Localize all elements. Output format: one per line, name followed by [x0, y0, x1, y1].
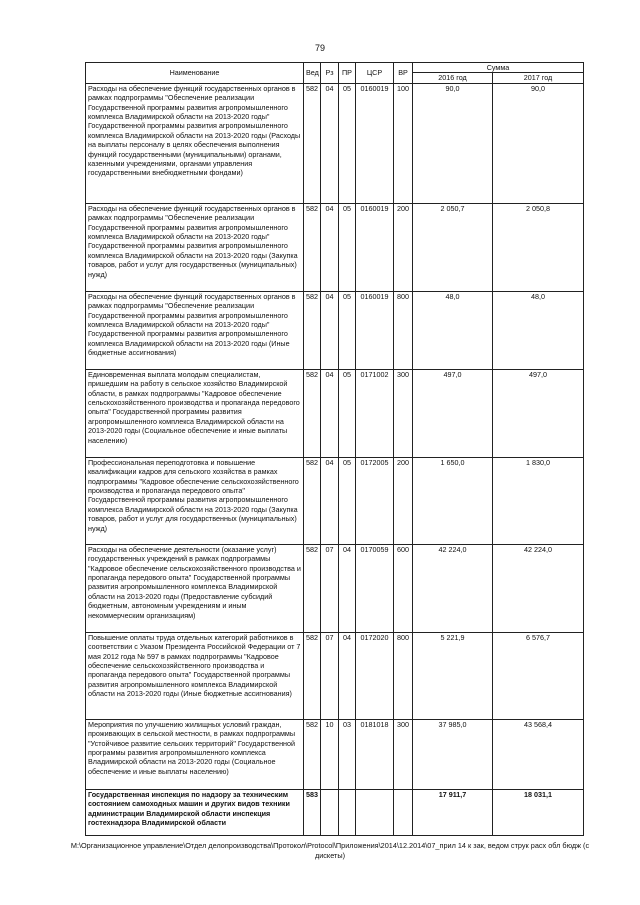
row-rz: [321, 789, 339, 835]
row-name: Мероприятия по улучшению жилищных условий граждан, проживающих в сельской местности, в рамках подпрограммы "Устойчивое развитие сельских территорий" Государственной программы развития агропромышленного комплекса Владимирской области на 2013-2020 годы (Социальное обеспечение и иные выплаты населению): [86, 719, 304, 789]
row-amount-2017: 90,0: [493, 83, 584, 203]
row-amount-2017: 43 568,4: [493, 719, 584, 789]
row-ved: 582: [304, 457, 321, 544]
table-row: [86, 83, 584, 203]
row-rz: 04: [321, 369, 339, 457]
budget-table: [85, 62, 584, 836]
row-amount-2016: 2 050,7: [413, 203, 493, 291]
row-name: Расходы на обеспечение функций государственных органов в рамках подпрограммы "Обеспечение реализации Государственной программы развития агропромышленного комплекса Владимирской области на 2013-2020 годы" Государственной программы развития агропромышленного комплекса Владимирской области на 2013-2020 годы (Расходы на выплаты персоналу в целях обеспечения выполнения функций государственными (муниципальными) органами, казенными учреждениями, органами управления государственными внебюджетными фондами): [86, 83, 304, 203]
row-csr: 0160019: [356, 83, 394, 203]
row-vr: 300: [394, 719, 413, 789]
row-amount-2017: 42 224,0: [493, 544, 584, 632]
file-path-footer: M:\Организационное управление\Отдел делопроизводства\Протокол\Protocol\Приложения\2014\12.2014\07_прил 14 к зак, ведом струк расх обл бюдж (с дискеты): [70, 841, 590, 860]
row-ved: 582: [304, 544, 321, 632]
row-amount-2017: 6 576,7: [493, 632, 584, 719]
row-ved: 583: [304, 789, 321, 835]
row-amount-2017: 18 031,1: [493, 789, 584, 835]
header-vr: ВР: [394, 63, 413, 84]
table-row: [86, 719, 584, 789]
row-rz: 10: [321, 719, 339, 789]
row-name: Расходы на обеспечение деятельности (оказание услуг) государственных учреждений в рамках подпрограммы "Кадровое обеспечение сельскохозяйственного производства и пропаганда передового опыта" Государственной программы развития агропромышленного комплекса Владимирской области на 2013-2020 годы (Предоставление субсидий бюджетным, автономным учреждениям и иным некоммерческим организациям): [86, 544, 304, 632]
row-pr: 05: [339, 291, 356, 369]
row-ved: 582: [304, 203, 321, 291]
row-name: Повышение оплаты труда отдельных категорий работников в соответствии с Указом Президента Российской Федерации от 7 мая 2012 года № 597 в рамках подпрограммы "Кадровое обеспечение сельскохозяйственного производства и пропаганда передового опыта" Государственной программы развития агропромышленного комплекса Владимирской области на 2013-2020 годы (Иные бюджетные ассигнования): [86, 632, 304, 719]
row-vr: 100: [394, 83, 413, 203]
table-row: [86, 203, 584, 291]
row-pr: [339, 789, 356, 835]
row-rz: 07: [321, 632, 339, 719]
row-amount-2016: 90,0: [413, 83, 493, 203]
row-amount-2016: 1 650,0: [413, 457, 493, 544]
row-pr: 04: [339, 632, 356, 719]
row-csr: 0172020: [356, 632, 394, 719]
row-vr: 200: [394, 457, 413, 544]
row-name: Профессиональная переподготовка и повышение квалификации кадров для сельского хозяйства в рамках подпрограммы "Кадровое обеспечение сельскохозяйственного производства и пропаганда передового опыта" Государственной программы развития агропромышленного комплекса Владимирской области на 2013-2020 годы (Закупка товаров, работ и услуг для государственных (муниципальных) нужд): [86, 457, 304, 544]
row-csr: 0160019: [356, 291, 394, 369]
header-rz: Рз: [321, 63, 339, 84]
row-name: Расходы на обеспечение функций государственных органов в рамках подпрограммы "Обеспечение реализации Государственной программы развития агропромышленного комплекса Владимирской области на 2013-2020 годы" Государственной программы развития агропромышленного комплекса Владимирской области на 2013-2020 годы (Закупка товаров, работ и услуг для государственных (муниципальных) нужд): [86, 203, 304, 291]
table-body: [86, 83, 584, 835]
row-ved: 582: [304, 291, 321, 369]
row-rz: 04: [321, 203, 339, 291]
row-amount-2016: 17 911,7: [413, 789, 493, 835]
row-vr: 200: [394, 203, 413, 291]
row-pr: 03: [339, 719, 356, 789]
header-name: Наименование: [86, 63, 304, 84]
header-ved: Вед: [304, 63, 321, 84]
header-pr: ПР: [339, 63, 356, 84]
row-amount-2016: 48,0: [413, 291, 493, 369]
row-csr: 0170059: [356, 544, 394, 632]
row-vr: 300: [394, 369, 413, 457]
row-vr: 800: [394, 291, 413, 369]
row-vr: [394, 789, 413, 835]
header-csr: ЦСР: [356, 63, 394, 84]
row-rz: 04: [321, 457, 339, 544]
row-name: Единовременная выплата молодым специалистам, пришедшим на работу в сельское хозяйство Владимирской области, в рамках подпрограммы "Кадровое обеспечение сельскохозяйственного производства и пропаганда передового опыта" Государственной программы развития агропромышленного комплекса Владимирской области на 2013-2020 годы (Социальное обеспечение и иные выплаты населению): [86, 369, 304, 457]
row-name: Государственная инспекция по надзору за техническим состоянием самоходных машин и других видов техники администрации Владимирской области инспекция гостехнадзора Владимирской области: [86, 789, 304, 835]
row-pr: 05: [339, 457, 356, 544]
row-csr: 0172005: [356, 457, 394, 544]
row-pr: 04: [339, 544, 356, 632]
table-row: [86, 789, 584, 835]
row-ved: 582: [304, 632, 321, 719]
row-ved: 582: [304, 83, 321, 203]
table-row: [86, 632, 584, 719]
row-vr: 600: [394, 544, 413, 632]
table-row: [86, 369, 584, 457]
row-ved: 582: [304, 369, 321, 457]
row-amount-2016: 42 224,0: [413, 544, 493, 632]
table-row: [86, 457, 584, 544]
row-pr: 05: [339, 83, 356, 203]
row-amount-2017: 2 050,8: [493, 203, 584, 291]
row-csr: [356, 789, 394, 835]
row-rz: 04: [321, 83, 339, 203]
header-year-2017: 2017 год: [493, 73, 584, 83]
table-row: [86, 544, 584, 632]
row-csr: 0171002: [356, 369, 394, 457]
header-sum: Сумма: [413, 63, 584, 73]
row-csr: 0160019: [356, 203, 394, 291]
row-amount-2017: 48,0: [493, 291, 584, 369]
row-rz: 04: [321, 291, 339, 369]
page-number: 79: [314, 43, 325, 53]
row-vr: 800: [394, 632, 413, 719]
row-amount-2016: 497,0: [413, 369, 493, 457]
header-year-2016: 2016 год: [413, 73, 493, 83]
row-ved: 582: [304, 719, 321, 789]
table-row: [86, 291, 584, 369]
row-amount-2016: 37 985,0: [413, 719, 493, 789]
row-amount-2017: 497,0: [493, 369, 584, 457]
row-amount-2016: 5 221,9: [413, 632, 493, 719]
row-name: Расходы на обеспечение функций государственных органов в рамках подпрограммы "Обеспечение реализации Государственной программы развития агропромышленного комплекса Владимирской области на 2013-2020 годы" Государственной программы развития агропромышленного комплекса Владимирской области на 2013-2020 годы (Иные бюджетные ассигнования): [86, 291, 304, 369]
row-rz: 07: [321, 544, 339, 632]
row-pr: 05: [339, 369, 356, 457]
row-amount-2017: 1 830,0: [493, 457, 584, 544]
row-csr: 0181018: [356, 719, 394, 789]
table-header: [86, 63, 584, 84]
row-pr: 05: [339, 203, 356, 291]
